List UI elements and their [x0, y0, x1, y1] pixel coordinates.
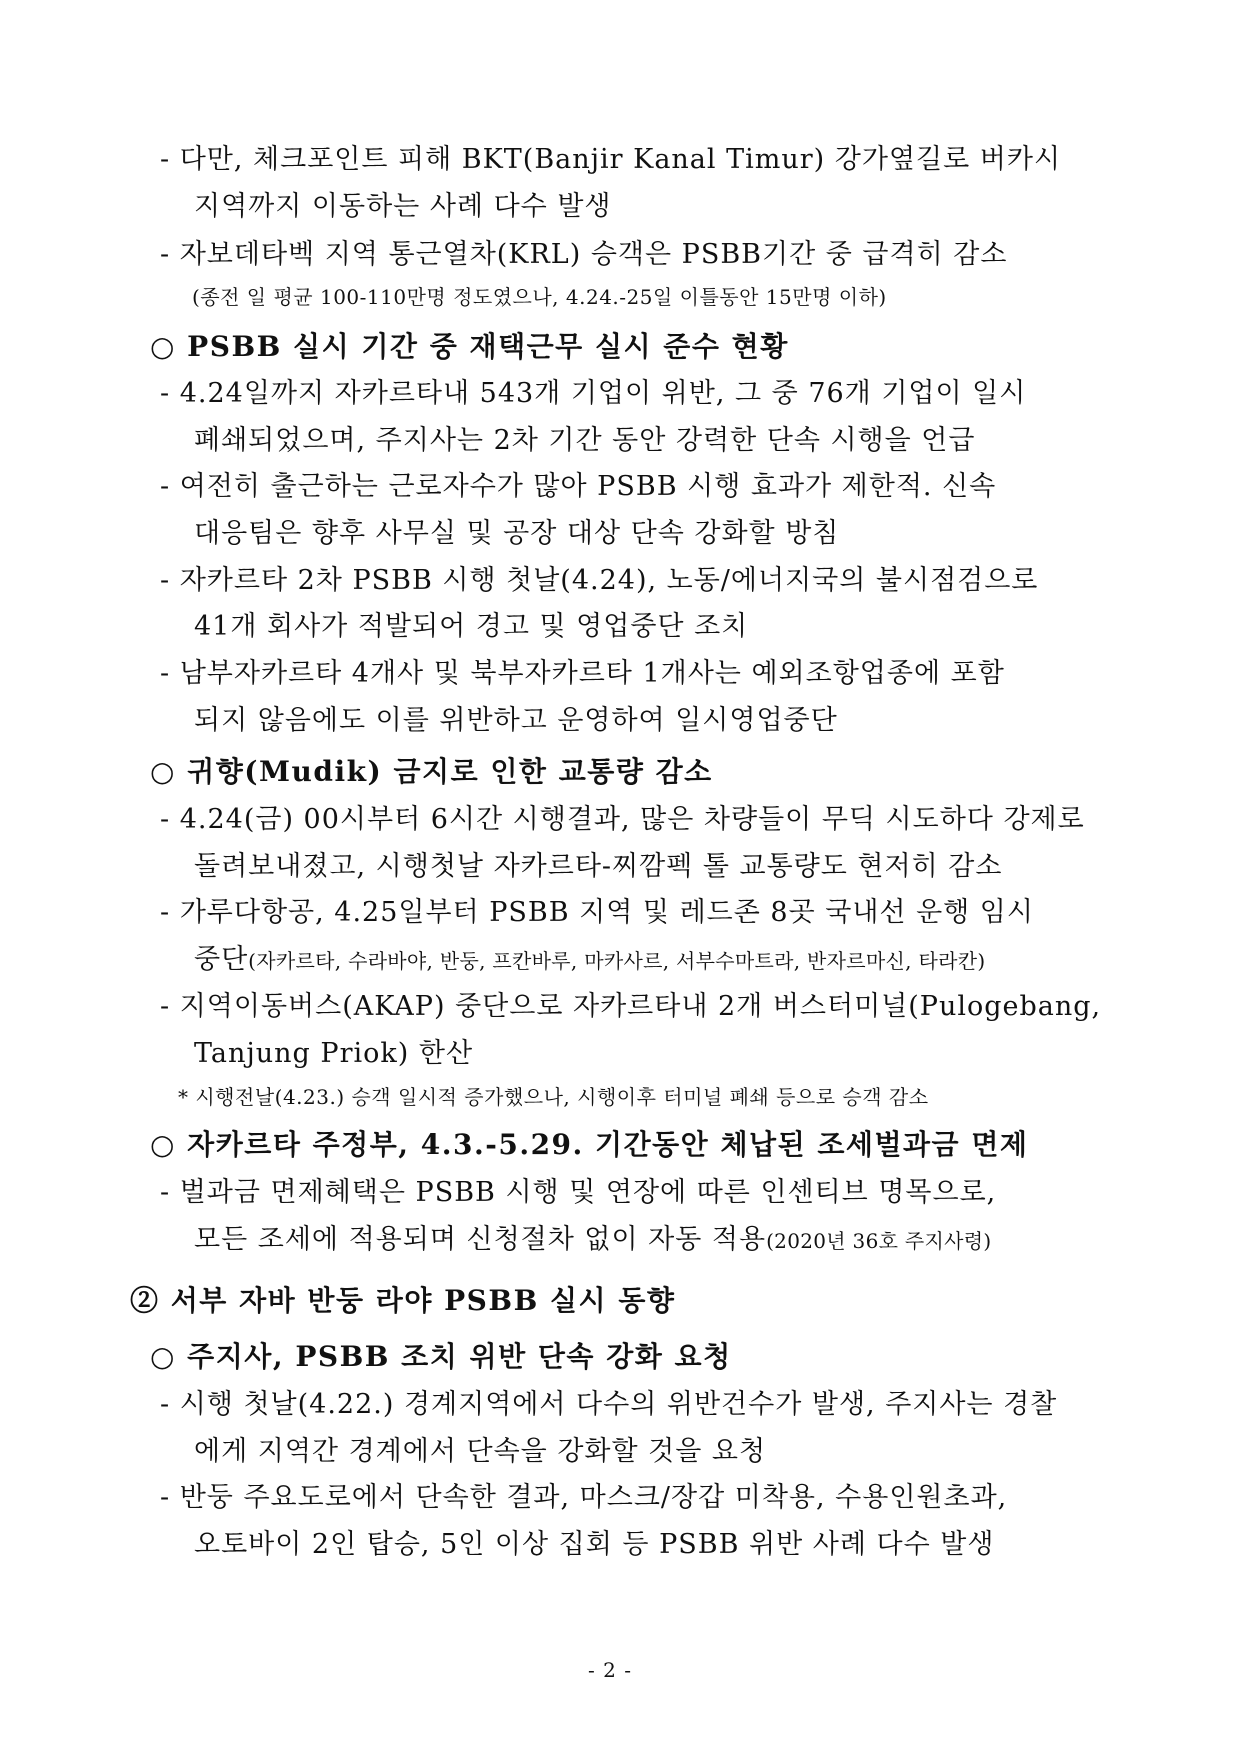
- line-note: (2020년 36호 주지사령): [766, 1229, 992, 1253]
- chapter-heading: ② 서부 자바 반둥 라야 PSBB 실시 동향: [130, 1284, 676, 1317]
- bullet-line-cont: 폐쇄되었으며, 주지사는 2차 기간 동안 강력한 단속 시행을 언급: [194, 425, 976, 456]
- bullet-line-cont: [194, 1222, 991, 1259]
- bullet-line: - 남부자카르타 4개사 및 북부자카르타 1개사는 예외조항업종에 포함: [160, 658, 1005, 689]
- line-text: 모든 조세에 적용되며 신청절차 없이 자동 적용: [194, 1224, 767, 1255]
- bullet-line: - 자보데타벡 지역 통근열차(KRL) 승객은 PSBB기간 중 급격히 감소: [160, 239, 1008, 270]
- bullet-line: - 반둥 주요도로에서 단속한 결과, 마스크/장갑 미착용, 수용인원초과,: [160, 1482, 1008, 1513]
- section-heading: ○ 주지사, PSBB 조치 위반 단속 강화 요청: [150, 1340, 732, 1373]
- footnote-line: * 시행전날(4.23.) 승객 일시적 증가했으나, 시행이후 터미널 폐쇄 등으로 승객 감소: [178, 1085, 929, 1109]
- bullet-line: - 지역이동버스(AKAP) 중단으로 자카르타내 2개 버스터미널(Pulogebang,: [160, 991, 1102, 1022]
- section-heading: ○ 자카르타 주정부, 4.3.-5.29. 기간동안 체납된 조세벌과금 면제: [150, 1128, 1029, 1161]
- section-heading: ○ PSBB 실시 기간 중 재택근무 실시 준수 현황: [150, 330, 789, 363]
- bullet-line: - 시행 첫날(4.22.) 경계지역에서 다수의 위반건수가 발생, 주지사는 경찰: [160, 1389, 1058, 1420]
- section-heading: ○ 귀향(Mudik) 금지로 인한 교통량 감소: [150, 755, 713, 788]
- bullet-line: - 벌과금 면제혜택은 PSBB 시행 및 연장에 따른 인센티브 명목으로,: [160, 1177, 997, 1208]
- bullet-line: - 가루다항공, 4.25일부터 PSBB 지역 및 레드존 8곳 국내선 운행 임시: [160, 897, 1034, 928]
- bullet-line-cont: Tanjung Priok) 한산: [194, 1038, 474, 1069]
- bullet-line: - 여전히 출근하는 근로자수가 많아 PSBB 시행 효과가 제한적. 신속: [160, 471, 997, 502]
- bullet-line-cont: 41개 회사가 적발되어 경고 및 영업중단 조치: [194, 611, 749, 642]
- bullet-line-cont: 지역까지 이동하는 사례 다수 발생: [194, 191, 612, 222]
- bullet-line-cont: 에게 지역간 경계에서 단속을 강화할 것을 요청: [194, 1436, 767, 1467]
- bullet-line-cont: 대응팀은 향후 사무실 및 공장 대상 단속 강화할 방침: [194, 518, 840, 549]
- bullet-line-cont: 돌려보내졌고, 시행첫날 자카르타-찌깜펙 톨 교통량도 현저히 감소: [194, 851, 1003, 882]
- bullet-line-cont: 오토바이 2인 탑승, 5인 이상 집회 등 PSBB 위반 사례 다수 발생: [194, 1529, 995, 1560]
- bullet-line: - 4.24일까지 자카르타내 543개 기업이 위반, 그 중 76개 기업이 일시: [160, 378, 1027, 409]
- bullet-line: - 다만, 체크포인트 피해 BKT(Banjir Kanal Timur) 강가옆길로 버카시: [160, 144, 1062, 175]
- bullet-line-cont: [194, 942, 985, 979]
- line-note: (자카르타, 수라바야, 반둥, 프칸바루, 마카사르, 서부수마트라, 반자르마신, 타라칸): [248, 949, 986, 973]
- note-line: (종전 일 평균 100-110만명 정도였으나, 4.24.-25일 이틀동안 15만명 이하): [192, 285, 887, 309]
- bullet-line-cont: 되지 않음에도 이를 위반하고 운영하여 일시영업중단: [194, 705, 838, 736]
- bullet-line: - 자카르타 2차 PSBB 시행 첫날(4.24), 노동/에너지국의 불시점검으로: [160, 565, 1039, 596]
- page-number: - 2 -: [588, 1658, 632, 1682]
- bullet-line: - 4.24(금) 00시부터 6시간 시행결과, 많은 차량들이 무딕 시도하다 강제로: [160, 804, 1085, 835]
- line-text: 중단: [194, 944, 249, 975]
